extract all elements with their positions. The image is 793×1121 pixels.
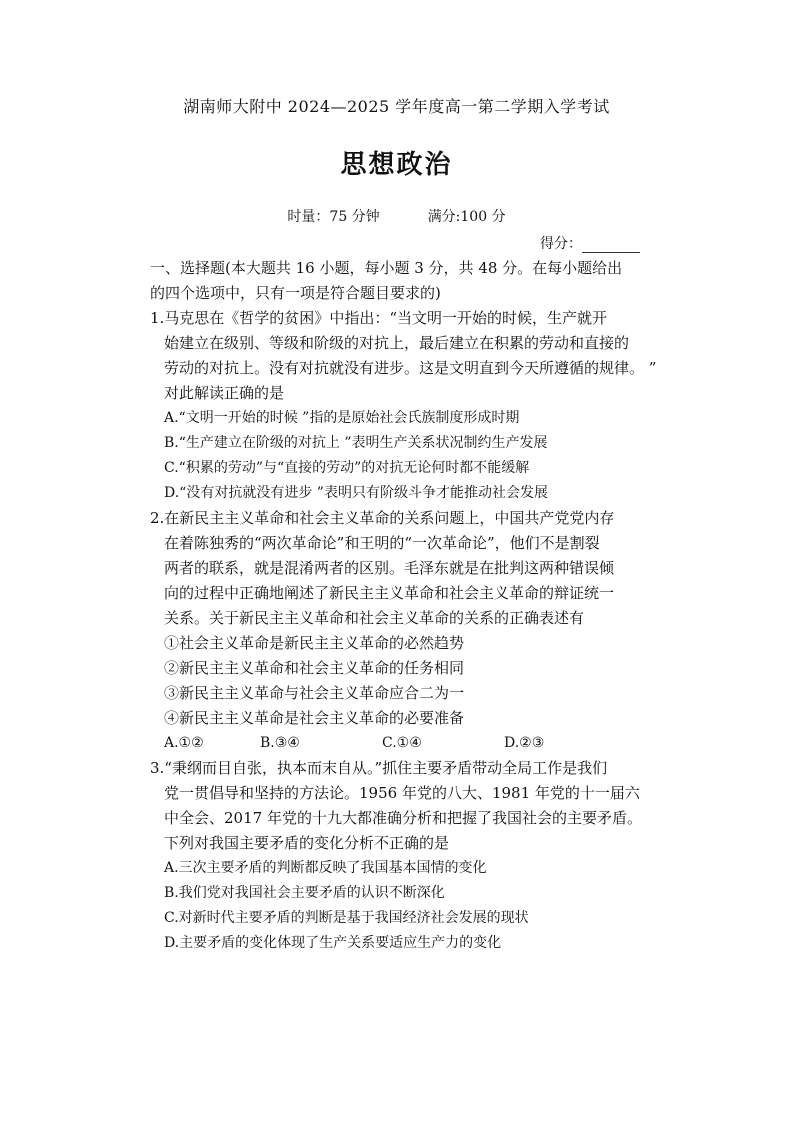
exam-title: 湖南师大附中 2024—2025 学年度高一第二学期入学考试 xyxy=(183,97,610,116)
question-3-option-c: C.对新时代主要矛盾的判断是基于我国经济社会发展的现状 xyxy=(164,910,529,926)
question-1-option-b: B.“生产建立在阶级的对抗上 ”表明生产关系状况制约生产发展 xyxy=(164,435,548,451)
question-2-option-c: C.①④ xyxy=(382,735,422,751)
section-heading-line-2: 的四个选项中，只有一项是符合题目要求的) xyxy=(150,284,441,302)
question-2-option-a: A.①② xyxy=(164,735,204,751)
question-3-line: 中全会、2017 年党的十九大都准确分析和把握了我国社会的主要矛盾。 xyxy=(164,809,642,827)
subject-title: 思想政治 xyxy=(340,150,453,180)
question-3 xyxy=(150,756,650,956)
question-2-options xyxy=(150,731,650,756)
question-3-option-d: D.主要矛盾的变化体现了生产关系要适应生产力的变化 xyxy=(164,935,502,951)
full-score: 满分:100 分 xyxy=(427,209,506,225)
question-1-option-a: A.“文明一开始的时候 ”指的是原始社会氏族制度形成时期 xyxy=(164,410,520,426)
question-3-line: 党一贯倡导和坚持的方法论。1956 年党的八大、1981 年党的十一届六 xyxy=(164,784,640,802)
question-2-option-b: B.③④ xyxy=(260,735,300,751)
question-1-option-c: C.“积累的劳动”与“直接的劳动”的对抗无论何时都不能缓解 xyxy=(164,460,530,476)
question-3-line: 下列对我国主要矛盾的变化分析不正确的是 xyxy=(164,834,450,852)
score-field xyxy=(540,233,640,253)
time-limit: 时量：75 分钟 xyxy=(287,209,380,225)
question-3-line: 3.“秉纲而目自张，执本而末自从。”抓住主要矛盾带动全局工作是我们 xyxy=(150,759,608,777)
question-3-option-b: B.我们党对我国社会主要矛盾的认识不断深化 xyxy=(164,885,445,901)
question-2-statement: ④新民主主义革命是社会主义革命的必要准备 xyxy=(164,709,465,727)
question-2-statement: ③新民主主义革命与社会主义革命应合二为一 xyxy=(164,684,465,702)
question-1-option-d: D.“没有对抗就没有进步 ”表明只有阶级斗争才能推动社会发展 xyxy=(164,485,548,501)
question-2-line: 向的过程中正确地阐述了新民主主义革命和社会主义革命的辩证统一 xyxy=(164,584,615,602)
question-1-line: 始建立在级别、等级和阶级的对抗上，最后建立在积累的劳动和直接的 xyxy=(164,334,630,352)
question-2-line: 两者的联系，就是混淆两者的区别。毛泽东就是在批判这两种错误倾 xyxy=(164,559,615,577)
question-2-statement: ②新民主主义革命和社会主义革命的任务相同 xyxy=(164,659,465,677)
exam-content xyxy=(150,256,657,956)
question-2-line: 关系。关于新民主主义革命和社会主义革命的关系的正确表述有 xyxy=(164,609,585,627)
score-label: 得分： xyxy=(540,236,582,252)
section-heading-line-1: 一、选择题(本大题共 16 小题，每小题 3 分，共 48 分。在每小题给出 xyxy=(150,259,623,277)
question-2 xyxy=(150,506,650,756)
question-2-line: 在着陈独秀的“两次革命论”和王明的“一次革命论”，他们不是割裂 xyxy=(164,534,600,552)
exam-meta xyxy=(0,206,793,226)
question-2-line: 2.在新民主主义革命和社会主义革命的关系问题上，中国共产党党内存 xyxy=(150,509,615,527)
question-1 xyxy=(150,306,657,506)
question-2-option-d: D.②③ xyxy=(504,735,545,751)
question-1-line: 1.马克思在《哲学的贫困》中指出：“当文明一开始的时候，生产就开 xyxy=(150,309,607,327)
question-1-line: 对此解读正确的是 xyxy=(164,384,285,402)
question-3-option-a: A.三次主要矛盾的判断都反映了我国基本国情的变化 xyxy=(164,860,487,876)
question-2-statement: ①社会主义革命是新民主主义革命的必然趋势 xyxy=(164,634,465,652)
question-1-line: 劳动的对抗上。没有对抗就没有进步。这是文明直到今天所遵循的规律。 ” xyxy=(164,359,657,377)
score-blank xyxy=(582,238,640,253)
